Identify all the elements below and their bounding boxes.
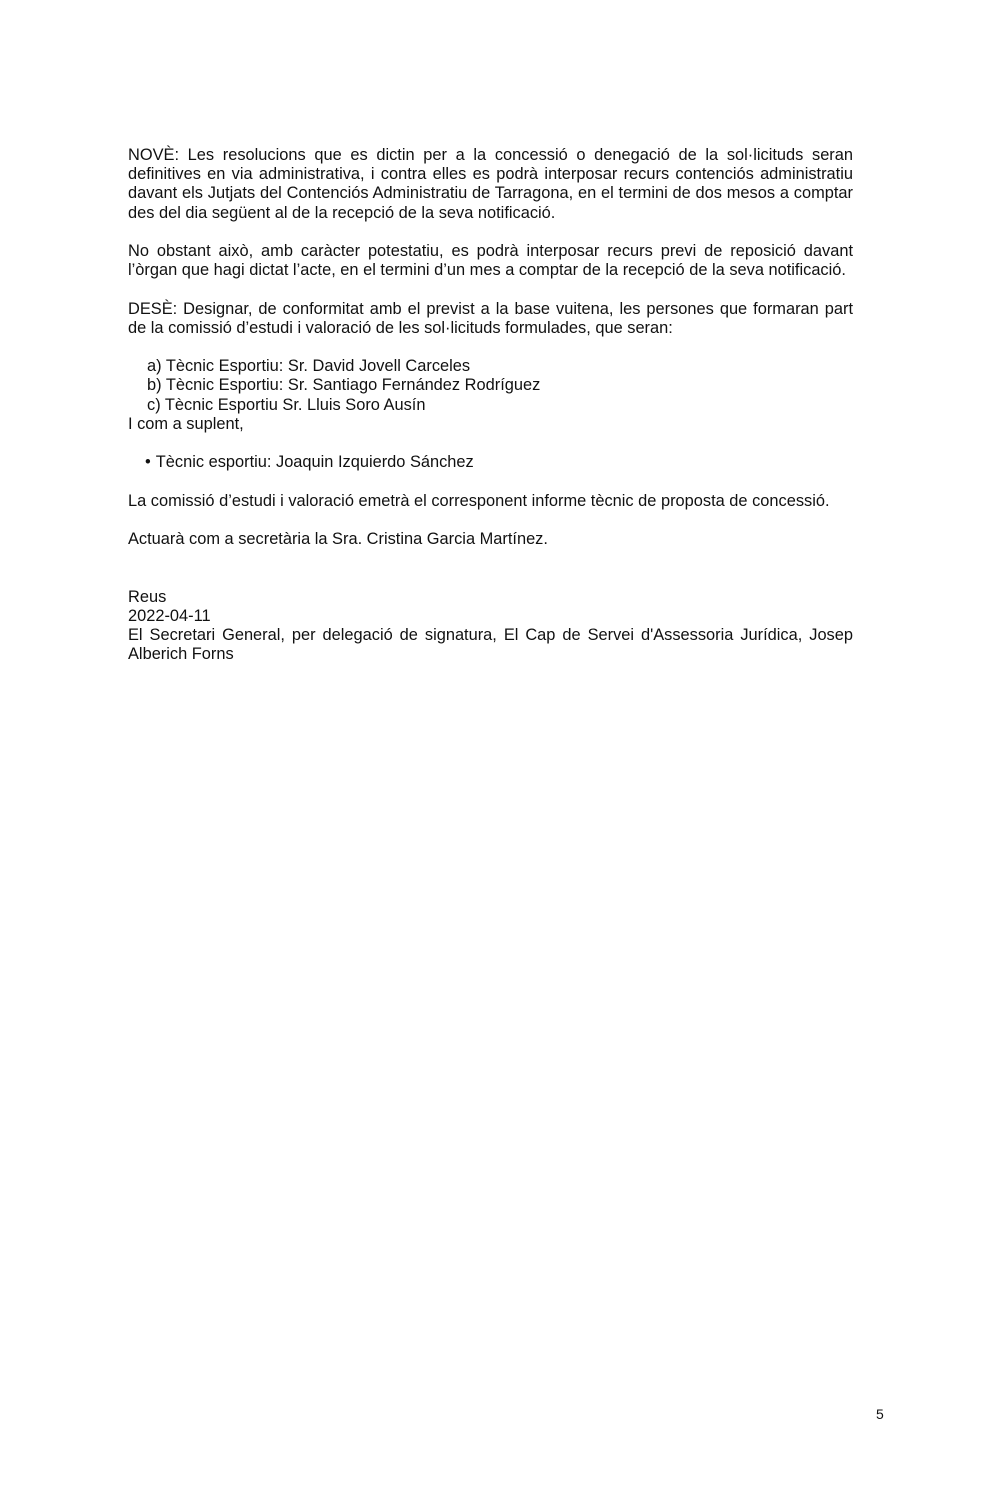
commission-member-item: c) Tècnic Esportiu Sr. Lluis Soro Ausín <box>147 395 426 414</box>
spacer <box>128 434 853 453</box>
document-body <box>128 146 853 664</box>
secretary-paragraph: Actuarà com a secretària la Sra. Cristina Garcia Martínez. <box>128 529 548 548</box>
spacer <box>128 223 853 242</box>
spacer <box>128 549 853 587</box>
page-number: 5 <box>876 1406 884 1422</box>
no-obstant-paragraph: No obstant això, amb caràcter potestatiu, es podrà interposar recurs previ de reposició davant l’òrgan que hagi dictat l’acte, en el termini d’un mes a comptar de la recepció de la seva notificació. <box>128 242 853 280</box>
spacer <box>128 280 853 299</box>
suplent-intro: I com a suplent, <box>128 414 244 433</box>
date-text: 2022-04-11 <box>128 606 211 625</box>
suplent-item: • Tècnic esportiu: Joaquin Izquierdo Sánchez <box>145 453 853 472</box>
suplent-list <box>128 453 853 472</box>
spacer <box>128 472 853 491</box>
commission-members-list <box>128 357 853 415</box>
commission-member-item: a) Tècnic Esportiu: Sr. David Jovell Carceles <box>147 357 471 376</box>
spacer <box>128 511 853 530</box>
place-text: Reus <box>128 587 167 606</box>
nove-paragraph: NOVÈ: Les resolucions que es dictin per a la concessió o denegació de la sol·licituds seran definitives en via administrativa, i contra elles es podrà interposar recurs contenciós administratiu davant els Jutjats del Contenciós Administratiu de Tarragona, en el termini de dos mesos a comptar des del dia següent al de la recepció de la seva notificació. <box>128 146 853 222</box>
spacer <box>128 338 853 357</box>
dese-paragraph: DESÈ: Designar, de conformitat amb el previst a la base vuitena, les persones que formaran part de la comissió d’estudi i valoració de les sol·licituds formulades, que seran: <box>128 299 853 337</box>
commission-member-item: b) Tècnic Esportiu: Sr. Santiago Fernández Rodríguez <box>147 376 541 395</box>
commission-paragraph: La comissió d’estudi i valoració emetrà el corresponent informe tècnic de proposta de concessió. <box>128 491 830 510</box>
signature-text: El Secretari General, per delegació de signatura, El Cap de Servei d'Assessoria Jurídica, Josep Alberich Forns <box>128 625 853 664</box>
